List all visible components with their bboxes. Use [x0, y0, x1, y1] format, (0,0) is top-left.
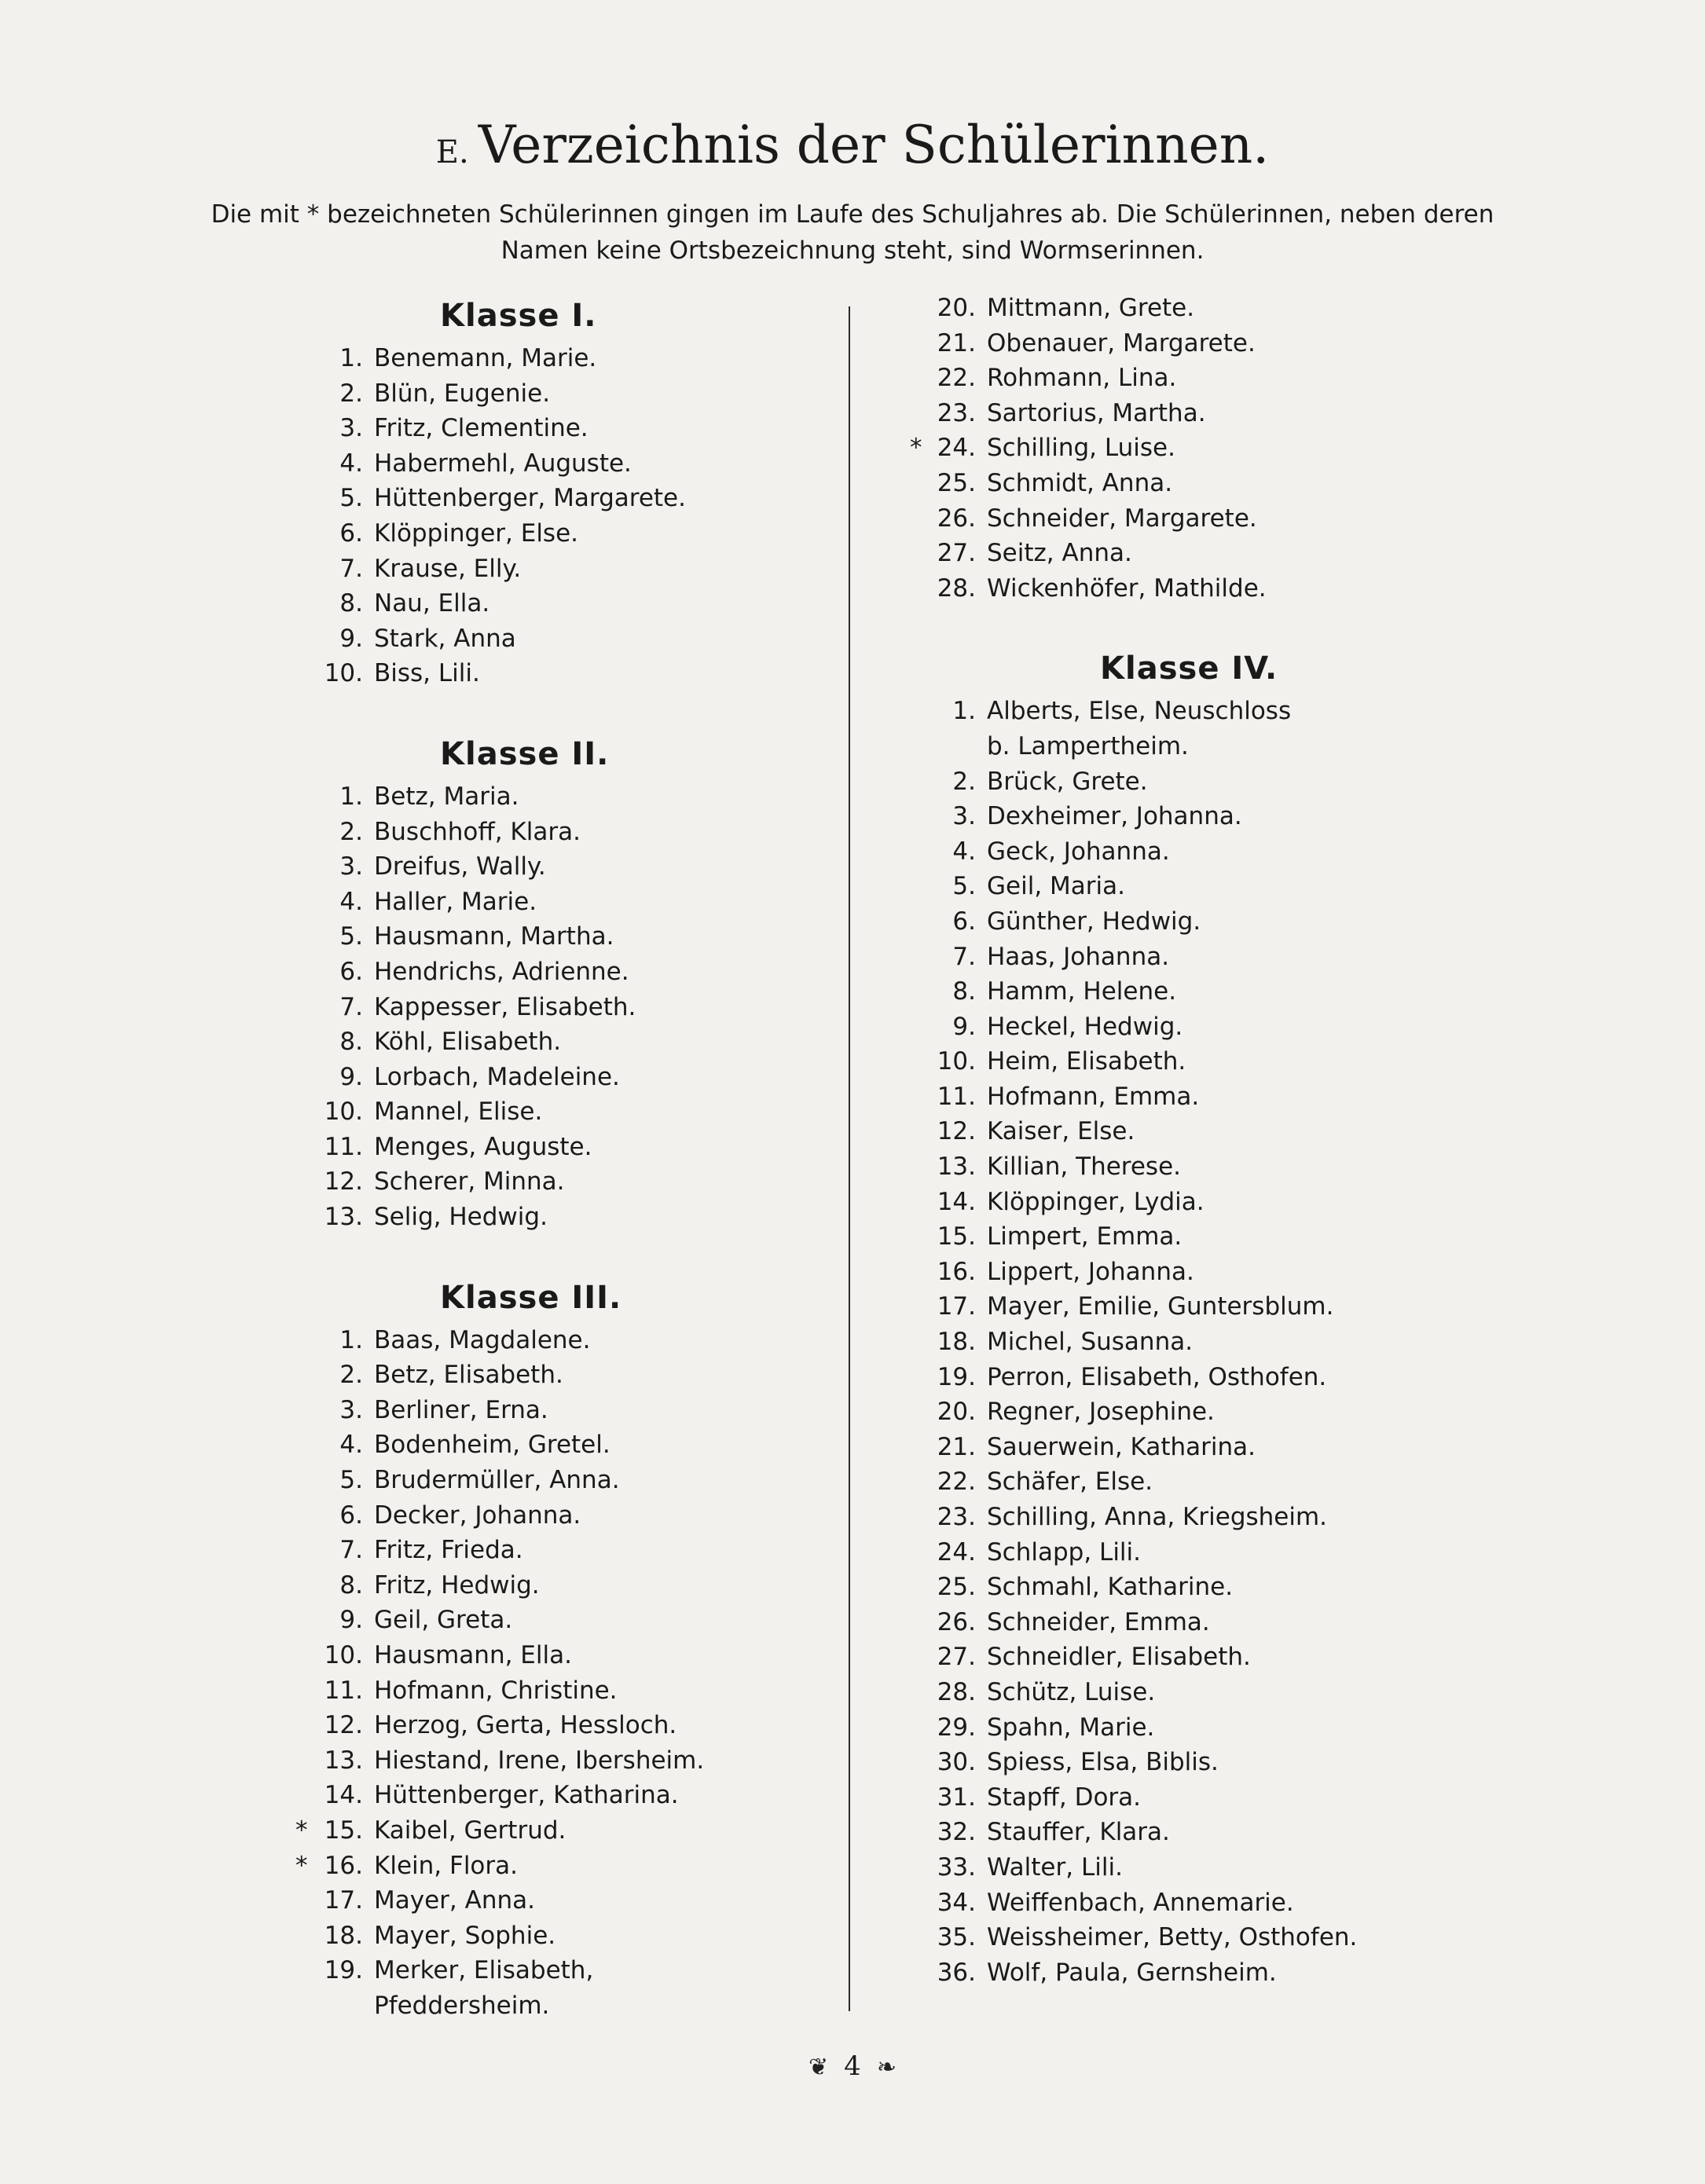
section-title: Verzeichnis der Schülerinnen.	[478, 115, 1270, 175]
list-item-continuation	[306, 1988, 825, 2024]
student-name: Kaiser, Else.	[987, 1117, 1135, 1146]
list-item: 15. Limpert, Emma.	[937, 1222, 1182, 1251]
list-item: 10. Hausmann, Ella.	[324, 1641, 572, 1669]
student-name: Rohmann, Lina.	[987, 364, 1177, 393]
list-item: 2. Blün, Eugenie.	[339, 379, 551, 408]
student-name: Baas, Magdalene.	[374, 1325, 591, 1354]
student-name: Weiffenbach, Annemarie.	[987, 1888, 1294, 1917]
list-item: 13. Selig, Hedwig.	[324, 1203, 548, 1232]
student-name: Decker, Johanna.	[374, 1501, 581, 1530]
list-item: 1. Baas, Magdalene.	[339, 1325, 591, 1354]
student-name: Walter, Lili.	[987, 1852, 1123, 1882]
student-name: Klöppinger, Else.	[374, 519, 579, 548]
student-name: Mayer, Anna.	[374, 1886, 535, 1915]
student-name: Hamm, Helene.	[987, 977, 1177, 1006]
student-name: Betz, Elisabeth.	[374, 1361, 563, 1390]
list-item: 8. Fritz, Hedwig.	[339, 1570, 540, 1600]
list-item: 16. Lippert, Johanna.	[937, 1257, 1194, 1286]
list-item: 28. Wickenhöfer, Mathilde.	[937, 573, 1267, 603]
list-item: 11. Hofmann, Christine.	[324, 1676, 618, 1705]
list-item: 5. Geil, Maria.	[952, 872, 1125, 901]
list-item: 2. Betz, Elisabeth.	[339, 1361, 563, 1390]
student-name: Wickenhöfer, Mathilde.	[987, 573, 1267, 603]
list-item: 6. Hendrichs, Adrienne.	[339, 957, 629, 986]
student-name: Sartorius, Martha.	[987, 398, 1206, 427]
list-item: 8. Nau, Ella.	[339, 589, 490, 618]
list-item: 5. Hausmann, Martha.	[339, 922, 614, 951]
student-list	[306, 341, 825, 691]
list-item: 12. Scherer, Minna.	[324, 1167, 565, 1196]
student-name: Habermehl, Auguste.	[374, 449, 632, 478]
student-name: Hofmann, Emma.	[987, 1082, 1200, 1111]
student-name: Kappesser, Elisabeth.	[374, 992, 636, 1021]
student-name: Bodenheim, Gretel.	[374, 1431, 610, 1460]
student-name: Mayer, Sophie.	[374, 1921, 556, 1950]
list-item: 1. Benemann, Marie.	[339, 344, 597, 372]
student-name: Stauffer, Klara.	[987, 1818, 1170, 1847]
student-name: Fritz, Clementine.	[374, 414, 588, 443]
list-item: 33. Walter, Lili.	[937, 1852, 1123, 1882]
intro-note-line: Die mit * bezeichneten Schülerinnen gingen im Laufe des Schuljahres ab. Die Schülerinnen, neben deren	[211, 200, 1494, 229]
student-name: Heim, Elisabeth.	[987, 1047, 1186, 1076]
ornament-right-icon: ❧	[876, 2054, 896, 2081]
list-item: 27. Schneidler, Elisabeth.	[937, 1643, 1251, 1672]
student-name: Obenauer, Margarete.	[987, 328, 1256, 357]
student-name: Alberts, Else, Neuschloss	[987, 697, 1292, 726]
class-heading: Klasse III.	[440, 1279, 622, 1316]
list-item: 18. Michel, Susanna.	[937, 1328, 1194, 1357]
student-name: Sauerwein, Katharina.	[987, 1432, 1256, 1461]
list-item: 31. Stapff, Dora.	[937, 1783, 1142, 1812]
withdrawn-mark: *	[295, 1816, 308, 1845]
list-item: 35. Weissheimer, Betty, Osthofen.	[937, 1923, 1358, 1952]
list-item: 18. Mayer, Sophie.	[324, 1921, 556, 1950]
student-name: Hiestand, Irene, Ibersheim.	[374, 1746, 705, 1775]
list-item: 13. Killian, Therese.	[937, 1152, 1182, 1182]
student-name: Schilling, Anna, Kriegsheim.	[987, 1503, 1328, 1531]
list-item: 7. Haas, Johanna.	[952, 942, 1170, 971]
student-name: Hüttenberger, Margarete.	[374, 484, 686, 513]
student-name: Hausmann, Ella.	[374, 1641, 572, 1669]
list-item: 17. Mayer, Anna.	[324, 1886, 535, 1915]
list-item: 13. Hiestand, Irene, Ibersheim.	[324, 1746, 705, 1775]
list-item: 32. Stauffer, Klara.	[937, 1818, 1170, 1847]
student-name: Schneider, Emma.	[987, 1607, 1210, 1636]
student-name: Hofmann, Christine.	[374, 1676, 618, 1705]
list-item: 7. Fritz, Frieda.	[339, 1536, 523, 1565]
class-heading: Klasse I.	[440, 298, 597, 334]
student-name: Krause, Elly.	[374, 554, 522, 583]
student-name: Fritz, Frieda.	[374, 1536, 523, 1565]
withdrawn-mark: *	[910, 434, 922, 463]
list-item: 8. Köhl, Elisabeth.	[339, 1028, 562, 1057]
page-footer	[0, 2050, 1705, 2082]
list-item: 28. Schütz, Luise.	[937, 1677, 1156, 1706]
student-name: Geck, Johanna.	[987, 837, 1170, 866]
student-list	[910, 291, 1454, 606]
list-item: 3. Dexheimer, Johanna.	[952, 802, 1242, 831]
page-number: 4	[844, 2050, 861, 2082]
intro-note-line: Namen keine Ortsbezeichnung steht, sind Wormserinnen.	[500, 236, 1204, 265]
list-item: 2. Buschhoff, Klara.	[339, 817, 581, 846]
list-item: 9. Geil, Greta.	[339, 1606, 513, 1635]
student-name: Killian, Therese.	[987, 1152, 1182, 1182]
student-name: Michel, Susanna.	[987, 1328, 1194, 1357]
student-name: Stapff, Dora.	[987, 1783, 1142, 1812]
list-item: 34. Weiffenbach, Annemarie.	[937, 1888, 1294, 1917]
list-item: 7. Kappesser, Elisabeth.	[339, 992, 636, 1021]
list-item: 23. Sartorius, Martha.	[937, 398, 1206, 427]
student-name: Dreifus, Wally.	[374, 852, 546, 881]
student-name: Günther, Hedwig.	[987, 907, 1201, 936]
list-item: 25. Schmidt, Anna.	[937, 468, 1173, 497]
student-name: Blün, Eugenie.	[374, 379, 551, 408]
list-item: 25. Schmahl, Katharine.	[937, 1573, 1234, 1602]
list-item: 11. Hofmann, Emma.	[937, 1082, 1200, 1111]
list-item: 29. Spahn, Marie.	[937, 1713, 1155, 1742]
student-name: Mittmann, Grete.	[987, 294, 1195, 322]
section-letter: E.	[435, 134, 469, 170]
student-name: Nau, Ella.	[374, 589, 490, 618]
list-item: 1. Alberts, Else, Neuschloss	[952, 697, 1292, 726]
class-heading: Klasse IV.	[1100, 650, 1278, 687]
list-item: 7. Krause, Elly.	[339, 554, 522, 583]
student-list	[919, 694, 1454, 1990]
student-name: Geil, Maria.	[987, 872, 1125, 901]
student-list	[295, 1323, 825, 2024]
list-item: 19. Perron, Elisabeth, Osthofen.	[937, 1362, 1327, 1391]
student-name: Kaibel, Gertrud.	[374, 1816, 566, 1845]
student-name: Lippert, Johanna.	[987, 1257, 1194, 1286]
student-name: Mannel, Elise.	[374, 1097, 543, 1127]
student-name: Scherer, Minna.	[374, 1167, 565, 1196]
list-item: 14. Hüttenberger, Katharina.	[324, 1781, 679, 1810]
list-item: 11. Menges, Auguste.	[324, 1132, 592, 1161]
student-name: Lorbach, Madeleine.	[374, 1062, 620, 1091]
student-name: Benemann, Marie.	[374, 344, 597, 372]
student-name: Herzog, Gerta, Hessloch.	[374, 1711, 677, 1740]
left-column	[295, 291, 825, 2024]
list-item-continuation	[919, 729, 1454, 764]
list-item: 12. Herzog, Gerta, Hessloch.	[324, 1711, 677, 1740]
student-name: Betz, Maria.	[374, 782, 519, 811]
list-item: 22. Rohmann, Lina.	[937, 364, 1177, 393]
page-title	[0, 110, 1705, 188]
student-name: Merker, Elisabeth,	[374, 1956, 594, 1985]
list-item: 4. Habermehl, Auguste.	[339, 449, 632, 478]
student-name: Schmahl, Katharine.	[987, 1573, 1234, 1602]
student-name: Buschhoff, Klara.	[374, 817, 581, 846]
student-name: Spahn, Marie.	[987, 1713, 1155, 1742]
list-item: 4. Haller, Marie.	[339, 887, 537, 916]
student-name: Mayer, Emilie, Guntersblum.	[987, 1292, 1334, 1321]
student-name: Stark, Anna	[374, 624, 516, 653]
student-name: Perron, Elisabeth, Osthofen.	[987, 1362, 1327, 1391]
student-name: Menges, Auguste.	[374, 1132, 592, 1161]
list-item: 19. Merker, Elisabeth,	[324, 1956, 594, 1985]
student-name: Weissheimer, Betty, Osthofen.	[987, 1923, 1358, 1952]
list-item: 6. Decker, Johanna.	[339, 1501, 581, 1530]
list-item: 20. Regner, Josephine.	[937, 1398, 1215, 1427]
student-name: Klöppinger, Lydia.	[987, 1187, 1204, 1216]
list-item: * 16. Klein, Flora.	[306, 1849, 825, 1884]
list-item: * 24. Schilling, Luise.	[919, 431, 1454, 466]
student-name: Berliner, Erna.	[374, 1395, 548, 1424]
list-item: 10. Biss, Lili.	[324, 659, 480, 688]
student-name: Schlapp, Lili.	[987, 1537, 1142, 1567]
list-item: 17. Mayer, Emilie, Guntersblum.	[937, 1292, 1334, 1321]
list-item: 27. Seitz, Anna.	[937, 539, 1132, 568]
column-divider	[849, 306, 850, 2011]
student-name: Seitz, Anna.	[987, 539, 1132, 568]
list-item: 3. Berliner, Erna.	[339, 1395, 548, 1424]
student-name: Hüttenberger, Katharina.	[374, 1781, 679, 1810]
student-name: Schütz, Luise.	[987, 1677, 1156, 1706]
list-item: 21. Obenauer, Margarete.	[937, 328, 1256, 357]
list-item: 21. Sauerwein, Katharina.	[937, 1432, 1256, 1461]
list-item: 2. Brück, Grete.	[952, 767, 1148, 796]
list-item: 14. Klöppinger, Lydia.	[937, 1187, 1204, 1216]
list-item: 26. Schneider, Emma.	[937, 1607, 1210, 1636]
student-name: Dexheimer, Johanna.	[987, 802, 1242, 831]
student-list	[306, 779, 825, 1235]
student-name: Schneidler, Elisabeth.	[987, 1643, 1251, 1672]
student-name: Schilling, Luise.	[987, 434, 1175, 463]
list-item: * 15. Kaibel, Gertrud.	[306, 1813, 825, 1849]
student-name: Klein, Flora.	[374, 1851, 518, 1880]
list-item: 12. Kaiser, Else.	[937, 1117, 1135, 1146]
list-item: 9. Stark, Anna	[339, 624, 516, 653]
list-item: 9. Lorbach, Madeleine.	[339, 1062, 620, 1091]
list-item: 10. Heim, Elisabeth.	[937, 1047, 1186, 1076]
list-item: 6. Günther, Hedwig.	[952, 907, 1201, 936]
student-name: Hausmann, Martha.	[374, 922, 614, 951]
list-item: 4. Bodenheim, Gretel.	[339, 1431, 610, 1460]
list-item: 24. Schlapp, Lili.	[937, 1537, 1142, 1567]
student-name: Biss, Lili.	[374, 659, 480, 688]
student-name: Haller, Marie.	[374, 887, 537, 916]
list-item: 6. Klöppinger, Else.	[339, 519, 579, 548]
list-item: 9. Heckel, Hedwig.	[952, 1012, 1183, 1041]
student-name: Regner, Josephine.	[987, 1398, 1215, 1427]
list-item: 4. Geck, Johanna.	[952, 837, 1170, 866]
student-place: b. Lampertheim.	[987, 731, 1189, 760]
list-item: 22. Schäfer, Else.	[937, 1468, 1153, 1497]
student-name: Limpert, Emma.	[987, 1222, 1182, 1251]
class-heading: Klasse II.	[440, 735, 610, 772]
student-name: Spiess, Elsa, Biblis.	[987, 1748, 1219, 1777]
list-item: 3. Fritz, Clementine.	[339, 414, 588, 443]
list-item: 5. Brudermüller, Anna.	[339, 1466, 620, 1495]
student-name: Brück, Grete.	[987, 767, 1148, 796]
list-item: 10. Mannel, Elise.	[324, 1097, 543, 1127]
student-name: Fritz, Hedwig.	[374, 1570, 540, 1600]
student-name: Geil, Greta.	[374, 1606, 513, 1635]
student-name: Selig, Hedwig.	[374, 1203, 548, 1232]
list-item: 1. Betz, Maria.	[339, 782, 519, 811]
ornament-left-icon: ❦	[808, 2054, 829, 2081]
student-name: Wolf, Paula, Gernsheim.	[987, 1958, 1277, 1987]
list-item: 8. Hamm, Helene.	[952, 977, 1177, 1006]
list-item: 3. Dreifus, Wally.	[339, 852, 546, 881]
student-name: Brudermüller, Anna.	[374, 1466, 620, 1495]
withdrawn-mark: *	[295, 1851, 308, 1880]
right-column	[910, 291, 1454, 1990]
student-name: Schneider, Margarete.	[987, 504, 1257, 533]
list-item: 26. Schneider, Margarete.	[937, 504, 1257, 533]
list-item: 5. Hüttenberger, Margarete.	[339, 484, 686, 513]
student-name: Schäfer, Else.	[987, 1468, 1153, 1497]
intro-note	[157, 196, 1548, 269]
student-name: Haas, Johanna.	[987, 942, 1170, 971]
student-place: Pfeddersheim.	[374, 1991, 550, 2020]
list-item: 30. Spiess, Elsa, Biblis.	[937, 1748, 1219, 1777]
student-name: Schmidt, Anna.	[987, 468, 1173, 497]
student-name: Heckel, Hedwig.	[987, 1012, 1183, 1041]
list-item: 20. Mittmann, Grete.	[937, 294, 1195, 322]
student-name: Köhl, Elisabeth.	[374, 1028, 562, 1057]
student-name: Hendrichs, Adrienne.	[374, 957, 629, 986]
list-item: 23. Schilling, Anna, Kriegsheim.	[937, 1503, 1328, 1531]
list-item: 36. Wolf, Paula, Gernsheim.	[937, 1958, 1277, 1987]
